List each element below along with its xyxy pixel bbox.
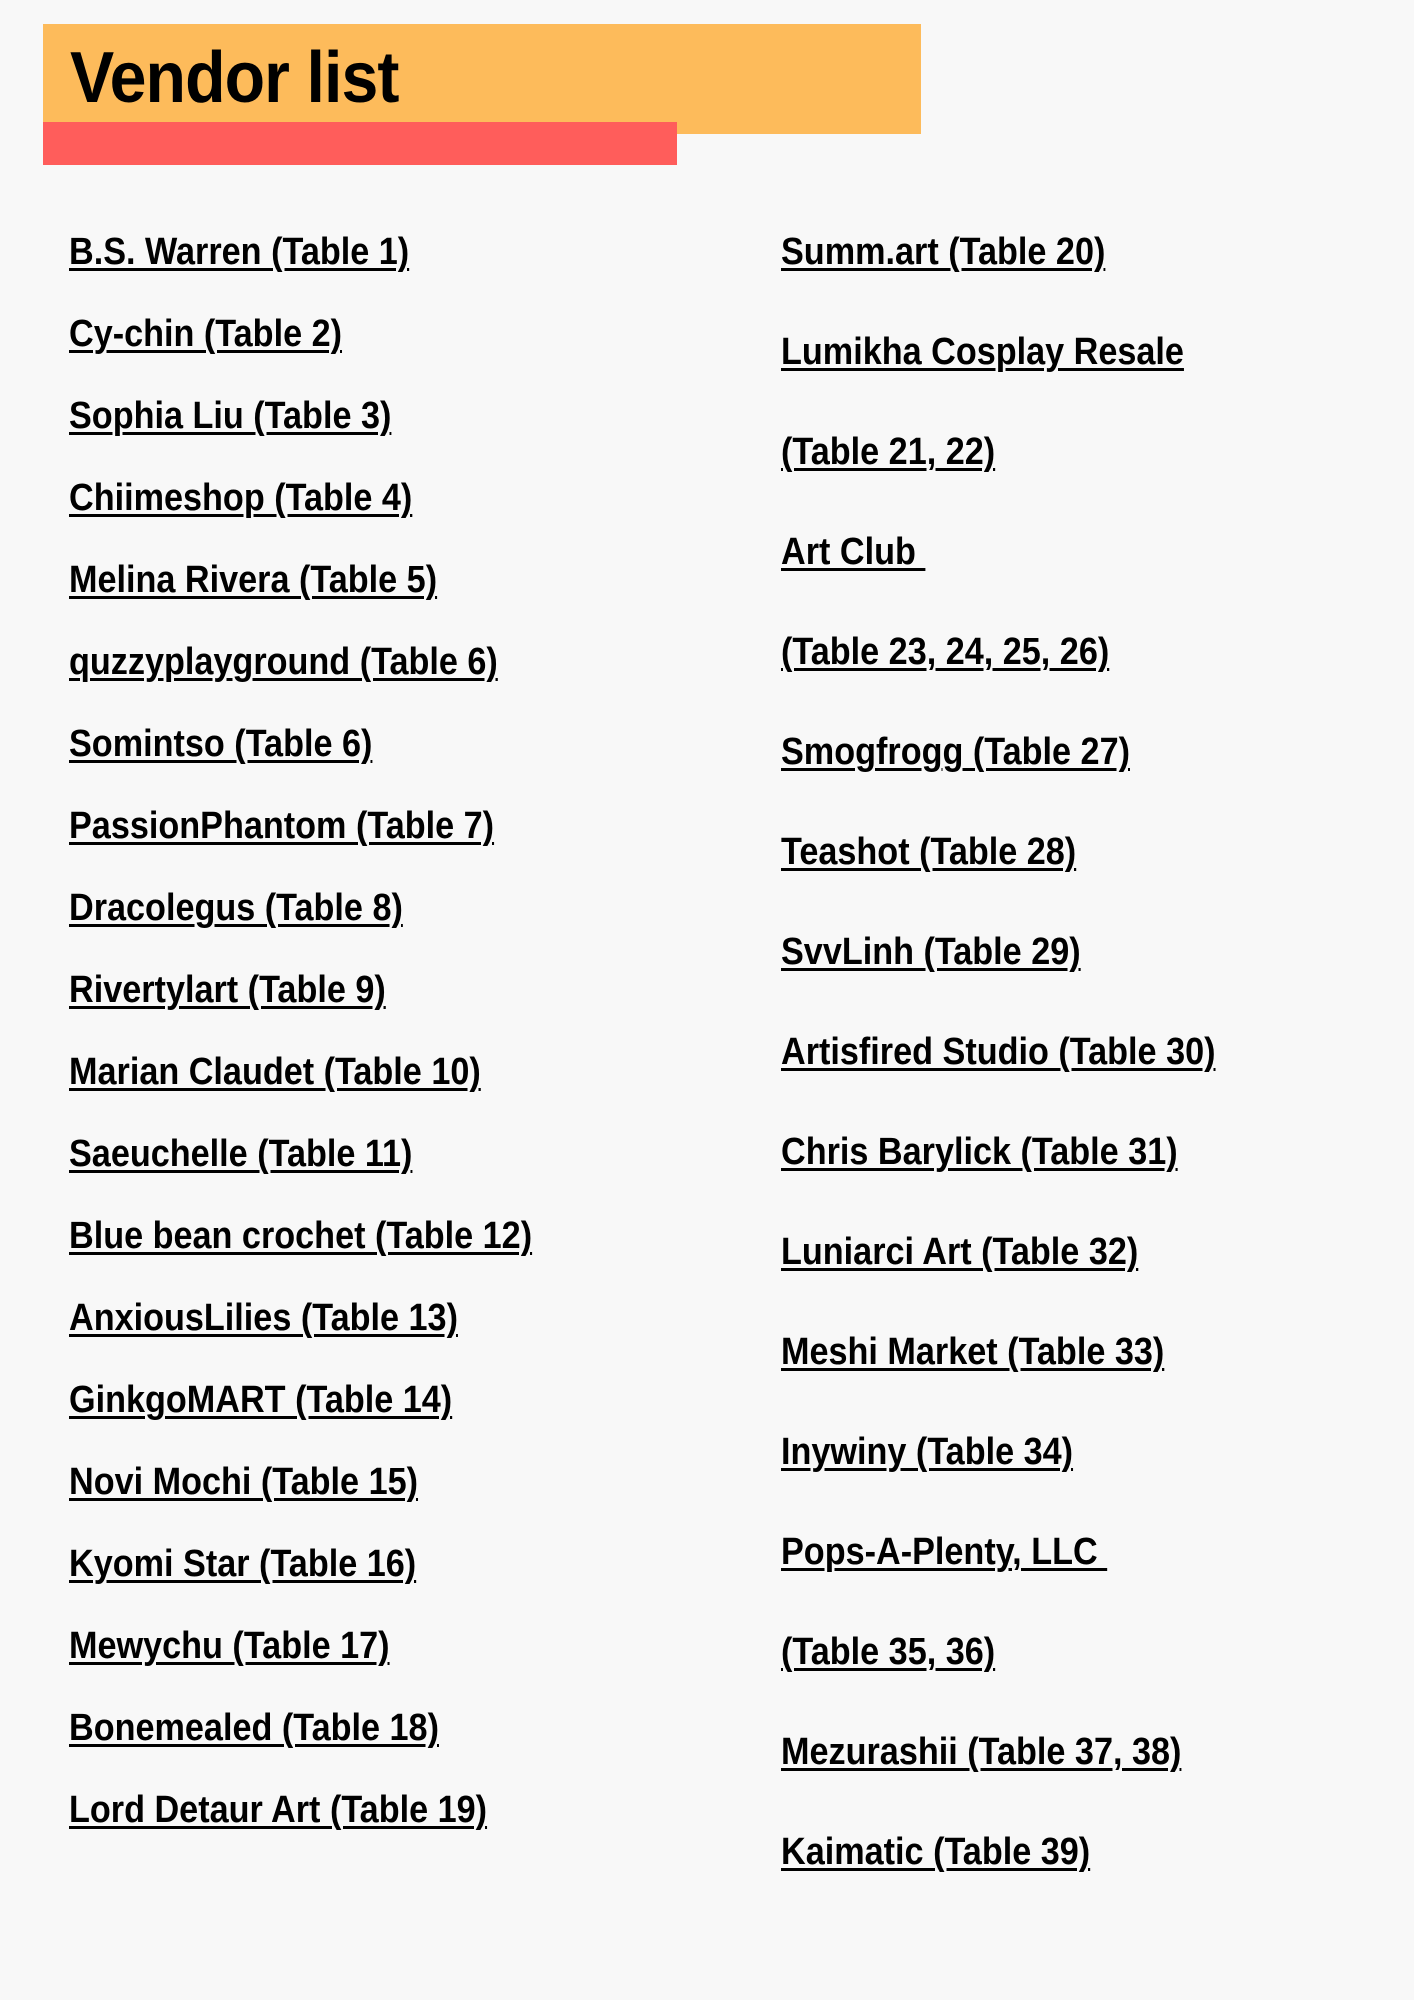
vendor-link[interactable]: Chris Barylick (Table 31) [781, 1131, 1178, 1173]
vendor-link[interactable]: (Table 35, 36) [781, 1631, 996, 1673]
vendor-link[interactable]: Teashot (Table 28) [781, 831, 1077, 873]
vendor-link[interactable]: Chiimeshop (Table 4) [69, 477, 413, 519]
vendor-link[interactable]: Saeuchelle (Table 11) [69, 1133, 413, 1175]
vendor-link[interactable]: Sophia Liu (Table 3) [69, 395, 392, 437]
title-accent-bar [43, 122, 677, 165]
vendor-link[interactable]: Marian Claudet (Table 10) [69, 1051, 481, 1093]
vendor-link[interactable]: Kyomi Star (Table 16) [69, 1543, 417, 1585]
vendor-link[interactable]: Summ.art (Table 20) [781, 231, 1106, 273]
page-title: Vendor list [70, 38, 399, 118]
vendor-link[interactable]: Bonemealed (Table 18) [69, 1707, 439, 1749]
vendor-link[interactable]: Melina Rivera (Table 5) [69, 559, 438, 601]
vendor-link[interactable]: PassionPhantom (Table 7) [69, 805, 495, 847]
vendor-link[interactable]: Cy-chin (Table 2) [69, 313, 343, 355]
vendor-link[interactable]: Pops-A-Plenty, LLC [781, 1531, 1108, 1573]
vendor-link[interactable]: Somintso (Table 6) [69, 723, 373, 765]
vendor-link[interactable]: Novi Mochi (Table 15) [69, 1461, 419, 1503]
vendor-link[interactable]: (Table 23, 24, 25, 26) [781, 631, 1110, 673]
vendor-link[interactable]: SvvLinh (Table 29) [781, 931, 1081, 973]
vendor-link[interactable]: Artisfired Studio (Table 30) [781, 1031, 1216, 1073]
vendor-link[interactable]: Smogfrogg (Table 27) [781, 731, 1130, 773]
vendor-link[interactable]: Kaimatic (Table 39) [781, 1831, 1091, 1873]
vendor-link[interactable]: B.S. Warren (Table 1) [69, 231, 410, 273]
vendor-link[interactable]: Art Club [781, 531, 926, 573]
vendor-link[interactable]: quzzyplayground (Table 6) [69, 641, 498, 683]
vendor-link[interactable]: AnxiousLilies (Table 13) [69, 1297, 458, 1339]
vendor-link[interactable]: Dracolegus (Table 8) [69, 887, 403, 929]
vendor-link[interactable]: Inywiny (Table 34) [781, 1431, 1074, 1473]
vendor-link[interactable]: Blue bean crochet (Table 12) [69, 1215, 533, 1257]
vendor-link[interactable]: (Table 21, 22) [781, 431, 996, 473]
vendor-link[interactable]: Meshi Market (Table 33) [781, 1331, 1165, 1373]
vendor-link[interactable]: GinkgoMART (Table 14) [69, 1379, 453, 1421]
vendor-link[interactable]: Lord Detaur Art (Table 19) [69, 1789, 488, 1831]
vendor-link[interactable]: Luniarci Art (Table 32) [781, 1231, 1139, 1273]
vendor-link[interactable]: Mewychu (Table 17) [69, 1625, 390, 1667]
vendor-link[interactable]: Rivertylart (Table 9) [69, 969, 386, 1011]
vendor-link[interactable]: Mezurashii (Table 37, 38) [781, 1731, 1182, 1773]
vendor-link[interactable]: Lumikha Cosplay Resale [781, 331, 1184, 373]
